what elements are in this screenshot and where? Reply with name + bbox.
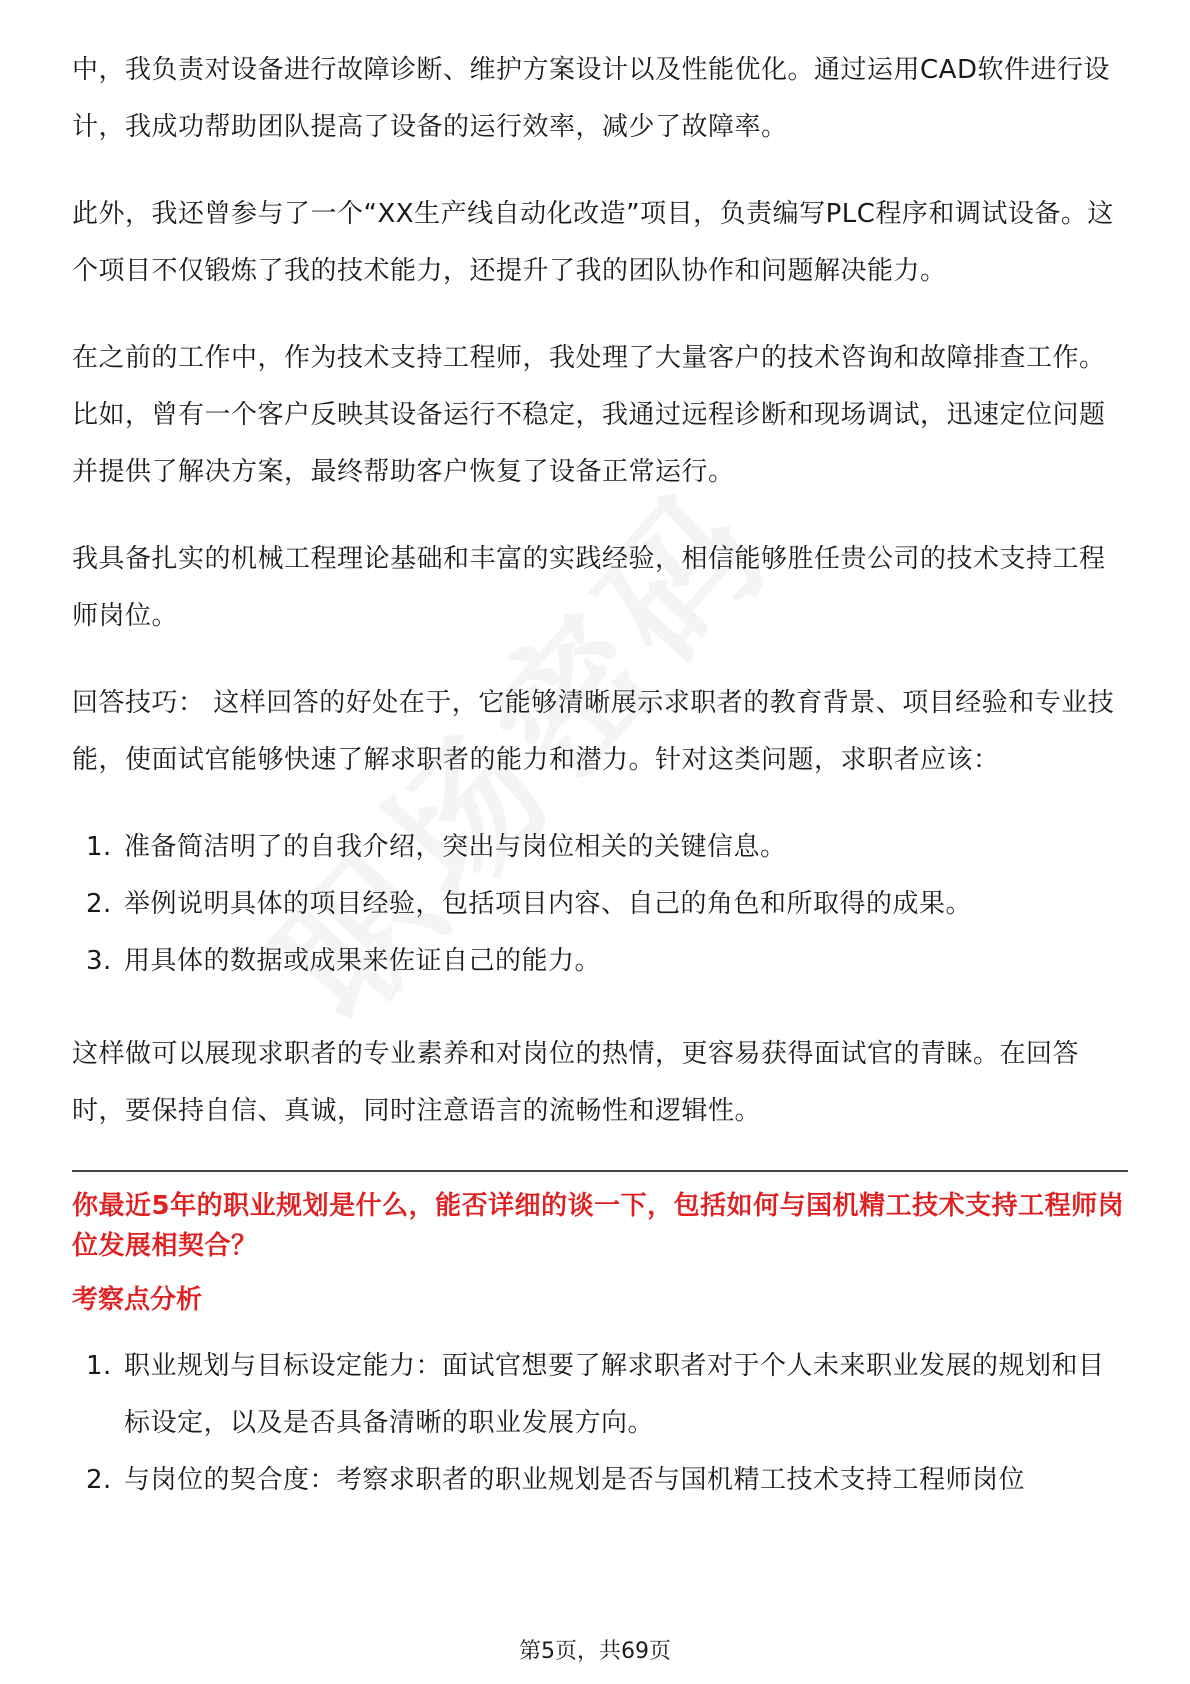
page-footer: 第5页，共69页 bbox=[519, 1639, 671, 1664]
list-number: 1. bbox=[86, 832, 112, 862]
list-number: 2. bbox=[86, 1465, 112, 1495]
tips-list bbox=[72, 819, 1128, 990]
paragraph-1: 中，我负责对设备进行故障诊断、维护方案设计以及性能优化。通过运用CAD软件进行设计，我成功帮助团队提高了设备的运行效率，减少了故障率。 bbox=[72, 55, 1110, 142]
analysis-list bbox=[72, 1338, 1128, 1509]
question-heading: 你最近5年的职业规划是什么，能否详细的谈一下，包括如何与国机精工技术支持工程师岗位发展相契合？ bbox=[72, 1191, 1125, 1261]
paragraph-3: 在之前的工作中，作为技术支持工程师，我处理了大量客户的技术咨询和故障排查工作。比如，曾有一个客户反映其设备运行不稳定，我通过远程诊断和现场调试，迅速定位问题并提供了解决方案，最终帮助客户恢复了设备正常运行。 bbox=[72, 343, 1106, 487]
document-page bbox=[72, 42, 1128, 1545]
list-number: 1. bbox=[86, 1351, 112, 1381]
list-item-text: 准备简洁明了的自我介绍，突出与岗位相关的关键信息。 bbox=[124, 832, 787, 862]
answer-tips-paragraph: 回答技巧： 这样回答的好处在于，它能够清晰展示求职者的教育背景、项目经验和专业技能，使面试官能够快速了解求职者的能力和潜力。针对这类问题，求职者应该： bbox=[72, 688, 1115, 775]
list-number: 3. bbox=[86, 946, 112, 976]
list-item-text: 举例说明具体的项目经验，包括项目内容、自己的角色和所取得的成果。 bbox=[124, 889, 973, 919]
list-item bbox=[72, 1452, 1128, 1509]
list-number: 2. bbox=[86, 889, 112, 919]
list-item bbox=[72, 876, 1128, 933]
list-item bbox=[72, 1338, 1128, 1452]
section-divider bbox=[72, 1170, 1128, 1172]
list-item bbox=[72, 933, 1128, 990]
analysis-title: 考察点分析 bbox=[72, 1285, 203, 1315]
list-item bbox=[72, 819, 1128, 876]
list-item-text: 用具体的数据或成果来佐证自己的能力。 bbox=[124, 946, 602, 976]
paragraph-2: 此外，我还曾参与了一个“XX生产线自动化改造”项目，负责编写PLC程序和调试设备。这个项目不仅锻炼了我的技术能力，还提升了我的团队协作和问题解决能力。 bbox=[72, 199, 1114, 286]
list-item-text: 与岗位的契合度：考察求职者的职业规划是否与国机精工技术支持工程师岗位 bbox=[124, 1465, 1026, 1495]
paragraph-4: 我具备扎实的机械工程理论基础和丰富的实践经验，相信能够胜任贵公司的技术支持工程师岗位。 bbox=[72, 544, 1106, 631]
list-item-text: 职业规划与目标设定能力：面试官想要了解求职者对于个人未来职业发展的规划和目标设定，以及是否具备清晰的职业发展方向。 bbox=[124, 1351, 1105, 1438]
closing-paragraph: 这样做可以展现求职者的专业素养和对岗位的热情，更容易获得面试官的青睐。在回答时，要保持自信、真诚，同时注意语言的流畅性和逻辑性。 bbox=[72, 1039, 1080, 1126]
